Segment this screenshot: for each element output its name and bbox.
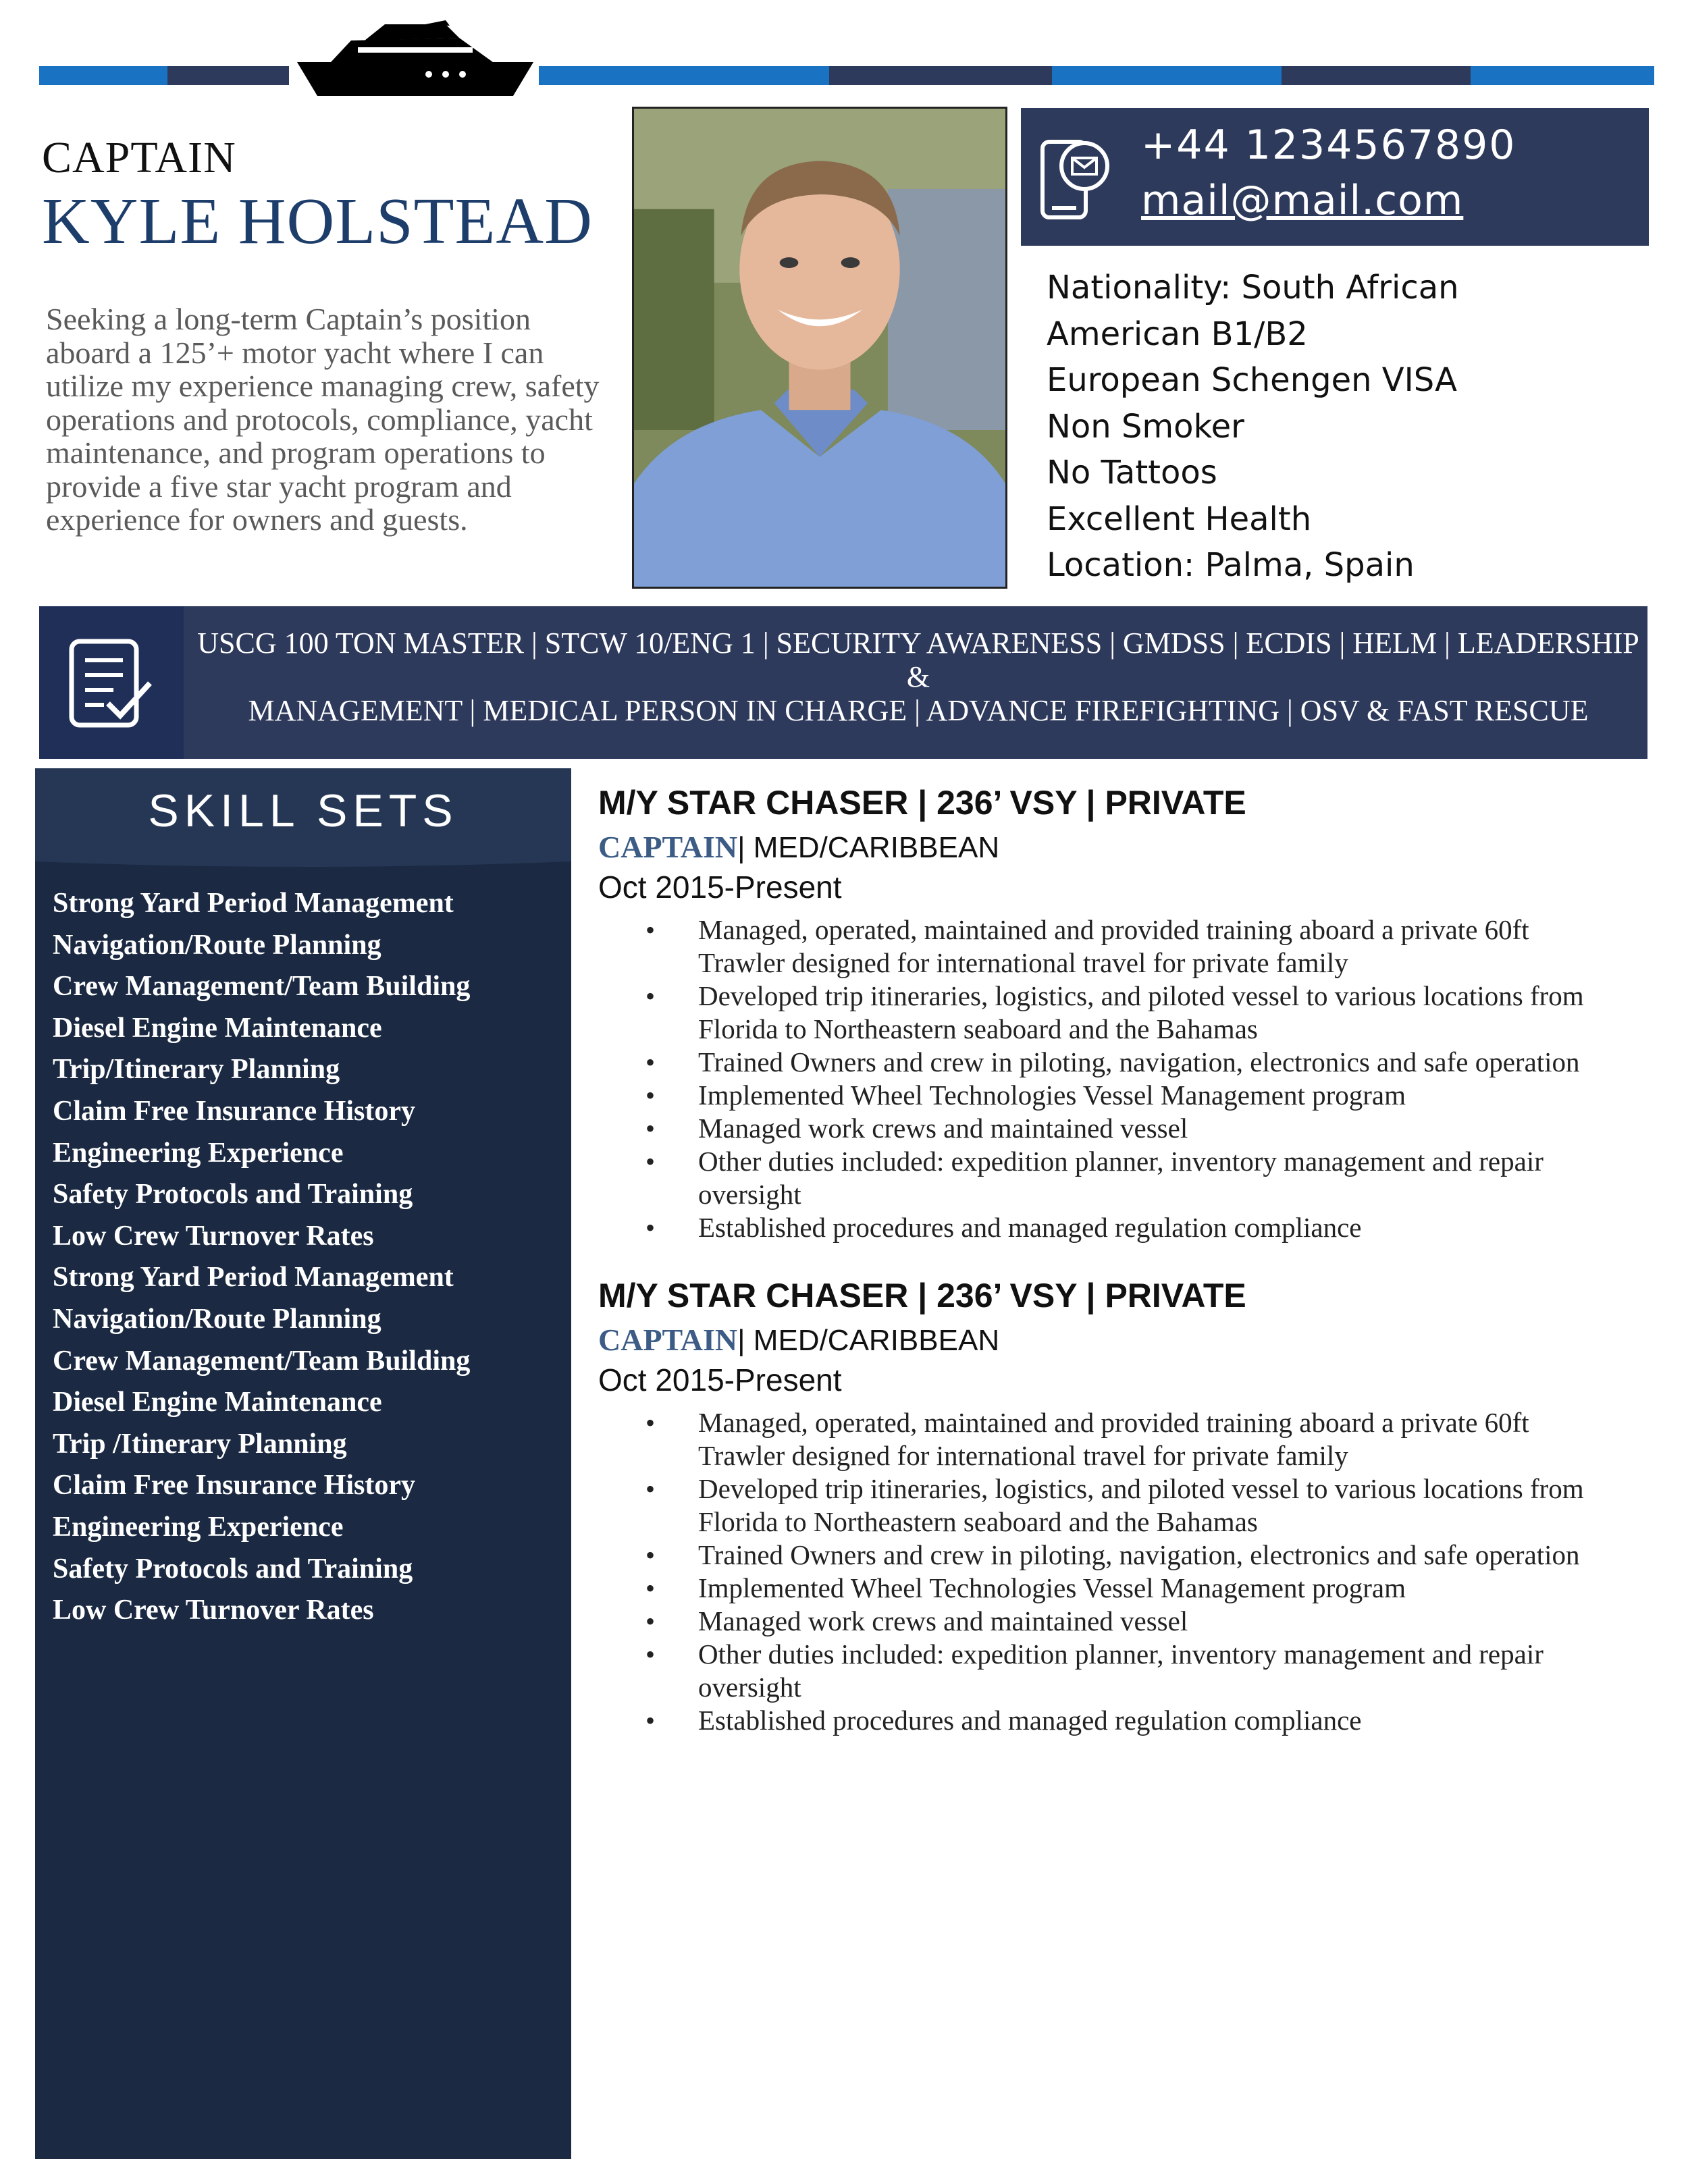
detail-smoker: Non Smoker <box>1047 407 1244 446</box>
skill-item: Claim Free Insurance History <box>53 1470 415 1501</box>
phone-mail-icon <box>1038 134 1113 221</box>
job-role: CAPTAIN <box>598 1323 738 1357</box>
list-item: • Trained Owners and crew in piloting, navigation, electronics and safe operation <box>645 1046 1580 1077</box>
detail-health: Excellent Health <box>1047 500 1312 538</box>
list-item: • Managed work crews and maintained vessel <box>645 1113 1188 1144</box>
job-duties <box>598 1406 1652 1737</box>
candidate-name: KYLE HOLSTEAD <box>42 185 593 258</box>
skill-item: Strong Yard Period Management <box>53 1262 454 1294</box>
list-item: • Established procedures and managed regulation compliance <box>645 1705 1362 1736</box>
job-location: | MED/CARIBBEAN <box>737 831 1000 864</box>
skill-item: Engineering Experience <box>53 1511 344 1543</box>
skill-item: Trip/Itinerary Planning <box>53 1054 340 1086</box>
rank-title: CAPTAIN <box>42 133 236 182</box>
skill-item: Navigation/Route Planning <box>53 1303 381 1335</box>
skill-item: Low Crew Turnover Rates <box>53 1595 374 1626</box>
detail-location: Location: Palma, Spain <box>1047 546 1415 584</box>
job-role-line <box>598 1322 1652 1358</box>
personal-details <box>1047 265 1641 589</box>
experience-entry-1 <box>598 783 1652 1244</box>
header-stripe <box>39 66 1654 85</box>
phone-number[interactable]: +44 1234567890 <box>1141 122 1516 169</box>
skill-item: Navigation/Route Planning <box>53 929 381 961</box>
skills-heading-wave <box>35 852 571 872</box>
list-item: • Developed trip itineraries, logistics, and piloted vessel to various locations from Florida to Northeastern seaboard and the Bahamas <box>645 980 1584 1044</box>
skill-item: Crew Management/Team Building <box>53 1345 471 1377</box>
skill-item: Engineering Experience <box>53 1137 344 1169</box>
list-item: • Implemented Wheel Technologies Vessel Management program <box>645 1572 1406 1603</box>
job-location: | MED/CARIBBEAN <box>737 1324 1000 1357</box>
skills-heading: SKILL SETS <box>148 785 458 836</box>
job-duties <box>598 913 1652 1244</box>
skill-item: Low Crew Turnover Rates <box>53 1220 374 1252</box>
skill-item: Strong Yard Period Management <box>53 888 454 919</box>
skill-item: Diesel Engine Maintenance <box>53 1012 382 1044</box>
list-item: • Trained Owners and crew in piloting, navigation, electronics and safe operation <box>645 1539 1580 1570</box>
detail-nationality: Nationality: South African <box>1047 269 1459 307</box>
certifications-list <box>196 627 1641 728</box>
list-item: • Managed, operated, maintained and provided training aboard a private 60ft Trawler designed for international travel for private family <box>645 1407 1529 1471</box>
email-link[interactable]: mail@mail.com <box>1141 177 1464 224</box>
skill-item: Claim Free Insurance History <box>53 1095 415 1127</box>
objective-statement: Seeking a long-term Captain’s position aboard a 125’+ motor yacht where I can utilize my experience managing crew, safety operations and protocols, compliance, yacht maintenance, and program operations to provide a five star yacht program and experience for owners and guests. <box>46 302 600 537</box>
job-title: M/Y STAR CHASER | 236’ VSY | PRIVATE <box>598 784 1246 822</box>
list-item: • Managed work crews and maintained vessel <box>645 1605 1188 1636</box>
yacht-icon <box>290 20 540 101</box>
list-item: • Managed, operated, maintained and provided training aboard a private 60ft Trawler designed for international travel for private family <box>645 914 1529 978</box>
job-title: M/Y STAR CHASER | 236’ VSY | PRIVATE <box>598 1277 1246 1314</box>
skills-list <box>53 883 566 1632</box>
list-item: • Established procedures and managed regulation compliance <box>645 1212 1362 1243</box>
detail-tattoos: No Tattoos <box>1047 454 1217 491</box>
checklist-icon <box>66 637 154 730</box>
list-item: • Other duties included: expedition planner, inventory management and repair oversight <box>645 1639 1544 1703</box>
skill-item: Trip /Itinerary Planning <box>53 1428 347 1460</box>
job-dates: Oct 2015-Present <box>598 870 842 905</box>
job-role: CAPTAIN <box>598 830 738 864</box>
detail-visa-eu: European Schengen VISA <box>1047 361 1457 399</box>
job-role-line <box>598 829 1652 865</box>
job-dates: Oct 2015-Present <box>598 1362 842 1397</box>
experience-entry-2 <box>598 1276 1652 1737</box>
certifications-line-1: USCG 100 TON MASTER | STCW 10/ENG 1 | SECURITY AWARENESS | GMDSS | ECDIS | HELM | LEADERSHIP & <box>197 627 1639 693</box>
skill-item: Diesel Engine Maintenance <box>53 1387 382 1418</box>
skill-item: Safety Protocols and Training <box>53 1553 413 1584</box>
profile-photo <box>632 107 1007 589</box>
list-item: • Developed trip itineraries, logistics, and piloted vessel to various locations from Florida to Northeastern seaboard and the Bahamas <box>645 1473 1584 1537</box>
list-item: • Other duties included: expedition planner, inventory management and repair oversight <box>645 1146 1544 1210</box>
detail-visa-us: American B1/B2 <box>1047 315 1308 353</box>
list-item: • Implemented Wheel Technologies Vessel Management program <box>645 1080 1406 1111</box>
skill-item: Safety Protocols and Training <box>53 1179 413 1210</box>
certifications-line-2: MANAGEMENT | MEDICAL PERSON IN CHARGE | ADVANCE FIREFIGHTING | OSV & FAST RESCUE <box>248 694 1589 727</box>
skill-item: Crew Management/Team Building <box>53 971 471 1003</box>
